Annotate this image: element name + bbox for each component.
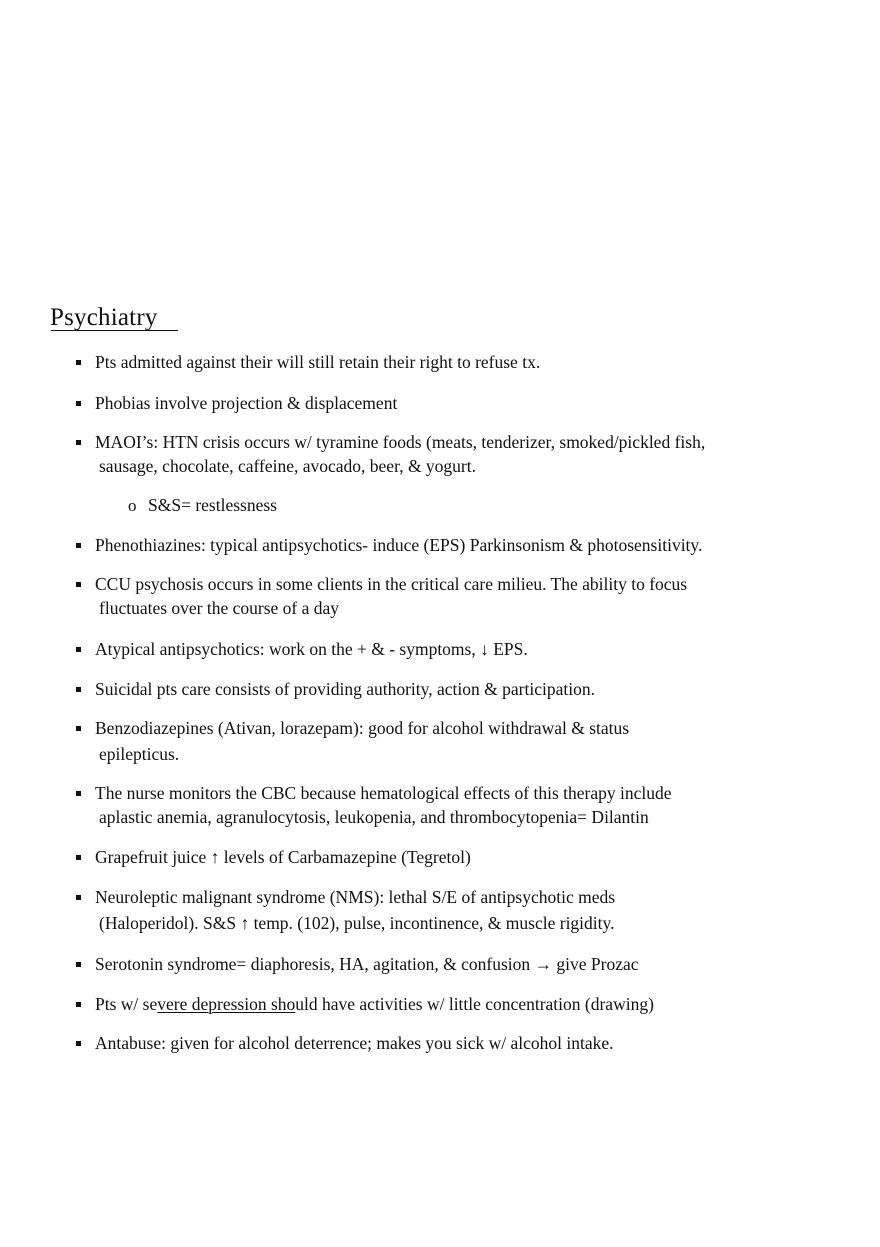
list-item-text-end: uld have activities w/ little concentration (drawing) xyxy=(295,994,654,1014)
list-item-text: Antabuse: given for alcohol deterrence; makes you sick w/ alcohol intake. xyxy=(95,1033,614,1053)
list-item xyxy=(95,391,795,415)
page-title-text: Psychiatry xyxy=(50,304,158,331)
list-item xyxy=(95,533,795,557)
bullet-square-icon xyxy=(76,647,81,652)
bullet-square-icon xyxy=(76,855,81,860)
list-item xyxy=(95,677,795,701)
bullet-square-icon xyxy=(76,543,81,548)
list-item-text: Suicidal pts care consists of providing authority, action & participation. xyxy=(95,679,595,699)
bullet-square-icon xyxy=(76,791,81,796)
title-underline xyxy=(51,330,178,331)
list-item xyxy=(95,716,795,766)
list-item xyxy=(95,952,795,976)
list-item-text-continued: fluctuates over the course of a day xyxy=(99,598,340,618)
bullet-square-icon xyxy=(76,360,81,365)
list-item xyxy=(95,781,795,829)
list-item xyxy=(95,572,795,620)
list-item-text-continued: aplastic anemia, agranulocytosis, leukopenia, and thrombocytopenia= Dilantin xyxy=(99,807,649,827)
list-item-text: MAOI’s: HTN crisis occurs w/ tyramine foods (meats, tenderizer, smoked/pickled fish, xyxy=(95,432,706,452)
list-item-text-start: Pts w/ se xyxy=(95,994,158,1014)
list-item-text: Benzodiazepines (Ativan, lorazepam): good for alcohol withdrawal & status xyxy=(95,718,630,738)
list-item xyxy=(95,350,795,374)
list-item-text: Neuroleptic malignant syndrome (NMS): lethal S/E of antipsychotic meds xyxy=(95,887,616,907)
list-item-text: Phobias involve projection & displacement xyxy=(95,393,398,413)
bullet-square-icon xyxy=(76,440,81,445)
bullet-square-icon xyxy=(76,726,81,731)
list-item-text xyxy=(95,992,795,1016)
list-item xyxy=(95,430,795,478)
list-item-text: Serotonin syndrome= diaphoresis, HA, agitation, & confusion → give Prozac xyxy=(95,954,639,974)
list-item-text-continued: (Haloperidol). S&S ↑ temp. (102), pulse, incontinence, & muscle rigidity. xyxy=(99,913,615,933)
bullet-square-icon xyxy=(76,1002,81,1007)
list-item xyxy=(95,845,795,869)
list-item-text: Pts admitted against their will still retain their right to refuse tx. xyxy=(95,352,541,372)
list-item-text: The nurse monitors the CBC because hematological effects of this therapy include xyxy=(95,783,672,803)
list-item-text: Atypical antipsychotics: work on the + & - symptoms, ↓ EPS. xyxy=(95,639,528,659)
sub-bullet-circle-icon: o xyxy=(128,496,137,515)
list-item xyxy=(95,992,795,1016)
page-title xyxy=(50,300,158,336)
sub-list-item xyxy=(128,493,277,517)
sub-list-item-text: S&S= restlessness xyxy=(148,495,277,515)
bullet-square-icon xyxy=(76,687,81,692)
list-item xyxy=(95,885,795,935)
bullet-square-icon xyxy=(76,582,81,587)
list-item xyxy=(95,1031,795,1055)
bullet-square-icon xyxy=(76,401,81,406)
bullet-square-icon xyxy=(76,962,81,967)
list-item-text: Grapefruit juice ↑ levels of Carbamazepine (Tegretol) xyxy=(95,847,471,867)
underlined-text: vere depression sho xyxy=(157,994,296,1014)
list-item-text: CCU psychosis occurs in some clients in the critical care milieu. The ability to focus xyxy=(95,574,688,594)
bullet-square-icon xyxy=(76,1041,81,1046)
bullet-square-icon xyxy=(76,895,81,900)
list-item-text: Phenothiazines: typical antipsychotics- induce (EPS) Parkinsonism & photosensitivity. xyxy=(95,535,703,555)
list-item-text-continued: epilepticus. xyxy=(99,744,180,764)
list-item-text-continued: sausage, chocolate, caffeine, avocado, beer, & yogurt. xyxy=(99,456,477,476)
list-item xyxy=(95,637,795,661)
